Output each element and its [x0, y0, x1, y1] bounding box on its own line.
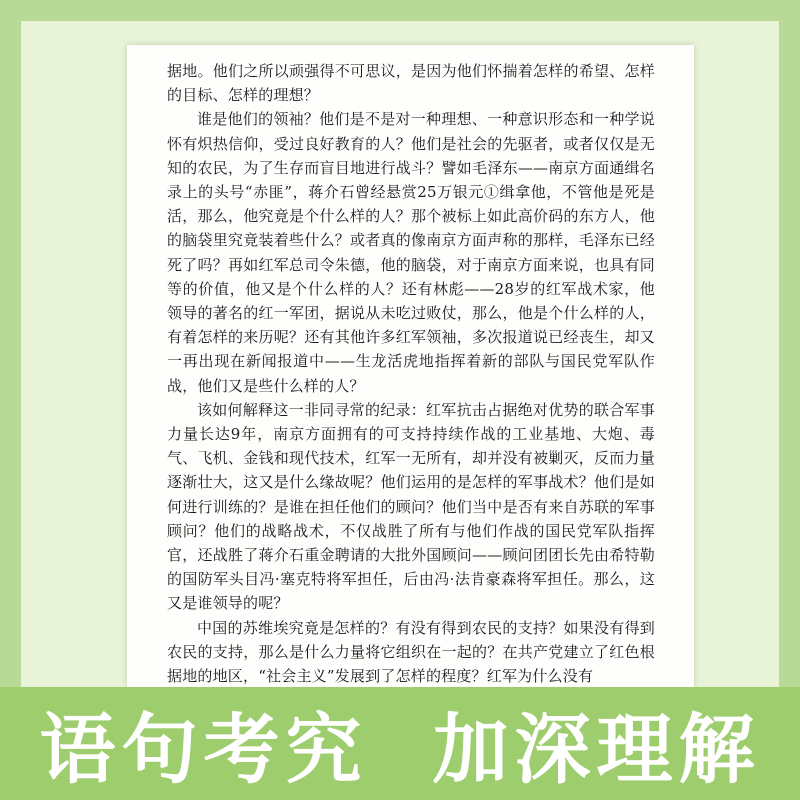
- banner-slogan: 语句考究 加深理解: [39, 705, 761, 794]
- paragraph-4: 中国的苏维埃究竟是怎样的？有没有得到农民的支持？如果没有得到农民的支持，那么是什么力量将它组织在一起的？在共产党建立了红色根据地的地区，“社会主义”发展到了怎样的程度？红军为什么没有: [167, 618, 655, 686]
- book-page: [127, 45, 694, 687]
- paragraph-2: 谁是他们的领袖？他们是不是对一种理想、一种意识形态和一种学说怀有炽热信仰，受过良好教育的人？他们是社会的先驱者，或者仅仅是无知的农民，为了生存而盲目地进行战斗？譬如毛泽东——南京方面通缉名录上的头号“赤匪”，蒋介石曾经悬赏25万银元①缉拿他，不管他是死是活，那么，他究竟是个什么样的人？那个被标上如此高价码的东方人，他的脑袋里究竟装着些什么？或者真的像南京方面声称的那样，毛泽东已经死了吗？再如红军总司令朱德，他的脑袋，对于南京方面来说，也具有同等的价值，他又是个什么样的人？还有林彪——28岁的红军战术家，他领导的著名的红一军团，据说从未吃过败仗，那么，他是个什么样的人，有着怎样的来历呢？还有其他许多红军领袖，多次报道说已经丧生，却又一再出现在新闻报道中——生龙活虎地指挥着新的部队与国民党军队作战，他们又是些什么样的人？: [167, 110, 655, 395]
- paragraph-1: 据地。他们之所以顽强得不可思议，是因为他们怀揣着怎样的希望、怎样的目标、怎样的理想？: [167, 62, 655, 105]
- page-text: [167, 59, 655, 687]
- paragraph-3: 该如何解释这一非同寻常的纪录：红军抗击占据绝对优势的联合军事力量长达9年，南京方面拥有的可支持持续作战的工业基地、大炮、毒气、飞机、金钱和现代技术，红军一无所有，却并没有被剿灭，反而力量逐渐壮大，这又是什么缘故呢？他们运用的是怎样的军事战术？他们是如何进行训练的？是谁在担任他们的顾问？他们当中是否有来自苏联的军事顾问？他们的战略战术，不仅战胜了所有与他们作战的国民党军队指挥官，还战胜了蒋介石重金聘请的大批外国顾问——顾问团团长先由希特勒的国防军头目冯·塞克特将军担任，后由冯·法肯豪森将军担任。那么，这又是谁领导的呢？: [167, 400, 655, 613]
